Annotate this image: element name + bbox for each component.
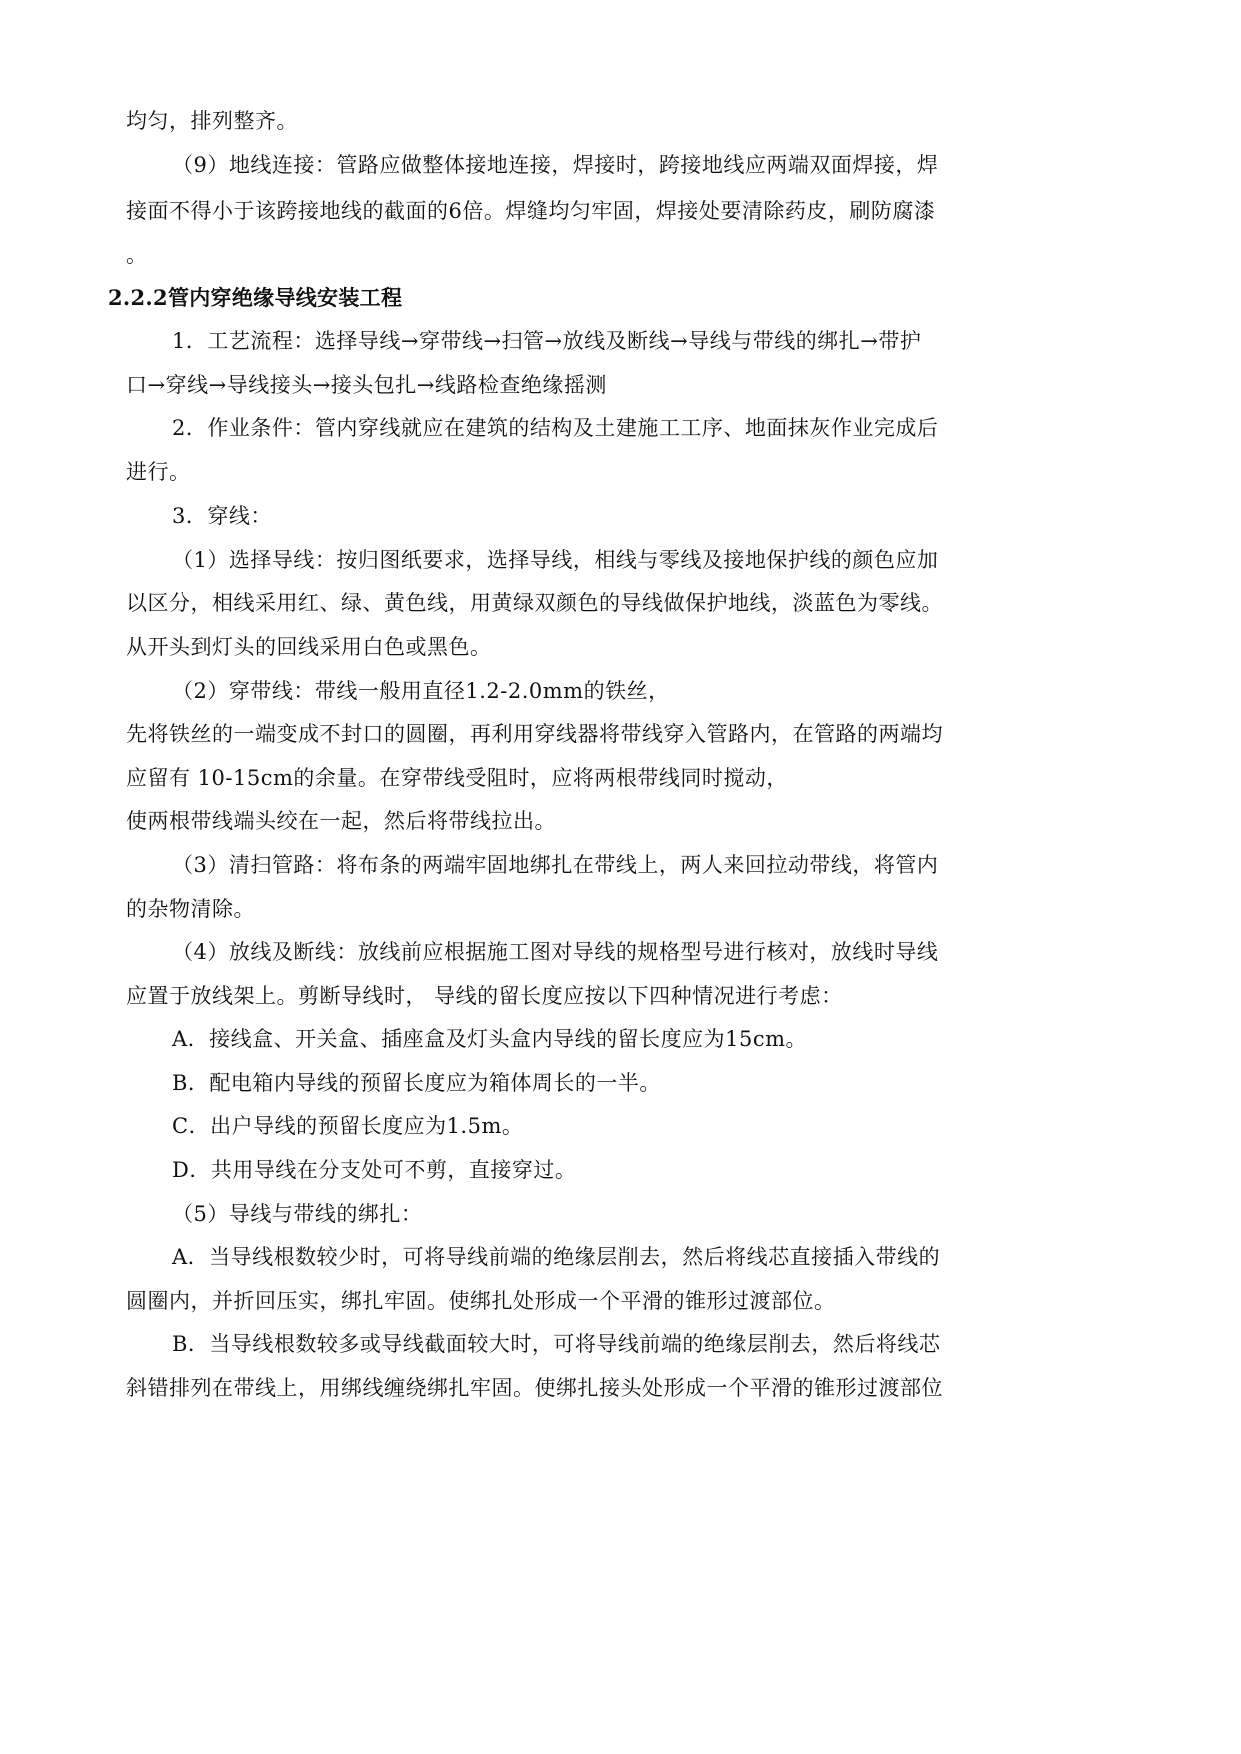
- text-line: 1．工艺流程：选择导线→穿带线→扫管→放线及断线→导线与带线的绑扎→带护: [172, 329, 922, 353]
- text-line: A．接线盒、开关盒、插座盒及灯头盒内导线的留长度应为15cm。: [172, 1027, 808, 1051]
- text-line: （5）导线与带线的绑扎：: [172, 1202, 423, 1226]
- section-heading: 2.2.2管内穿绝缘导线安装工程: [108, 285, 403, 310]
- text-line: 的杂物清除。: [126, 897, 255, 921]
- text-line: （3）清扫管路：将布条的两端牢固地绑扎在带线上，两人来回拉动带线，将管内: [172, 853, 939, 877]
- text-line: 应留有 10-15cm的余量。在穿带线受阻时，应将两根带线同时搅动，: [126, 766, 788, 790]
- text-line: 3．穿线：: [172, 504, 272, 528]
- text-line: 。: [126, 243, 148, 267]
- text-line: （1）选择导线：按归图纸要求，选择导线，相线与零线及接地保护线的颜色应加: [172, 548, 939, 572]
- text-line: C．出户导线的预留长度应为1.5m。: [172, 1114, 524, 1138]
- text-line: 进行。: [126, 460, 191, 484]
- text-line: 均匀，排列整齐。: [126, 109, 298, 133]
- text-line: 圆圈内，并折回压实，绑扎牢固。使绑扎处形成一个平滑的锥形过渡部位。: [126, 1289, 836, 1313]
- text-line: B．当导线根数较多或导线截面较大时，可将导线前端的绝缘层削去，然后将线芯: [172, 1332, 941, 1356]
- text-line: （9）地线连接：管路应做整体接地连接，焊接时，跨接地线应两端双面焊接，焊: [172, 153, 939, 177]
- text-line: 2．作业条件：管内穿线就应在建筑的结构及土建施工工序、地面抹灰作业完成后: [172, 416, 939, 440]
- text-line: 应置于放线架上。剪断导线时， 导线的留长度应按以下四种情况进行考虑：: [126, 984, 843, 1008]
- text-line: 口→穿线→导线接头→接头包扎→线路检查绝缘摇测: [126, 373, 607, 397]
- text-line: 斜错排列在带线上，用绑线缠绕绑扎牢固。使绑扎接头处形成一个平滑的锥形过渡部位: [126, 1376, 943, 1400]
- text-line: 接面不得小于该跨接地线的截面的6倍。焊缝均匀牢固，焊接处要清除药皮，刷防腐漆: [126, 199, 936, 223]
- text-line: 使两根带线端头绞在一起，然后将带线拉出。: [126, 809, 556, 833]
- text-line: （2）穿带线：带线一般用直径1.2-2.0mm的铁丝，: [172, 679, 670, 703]
- text-line: 以区分，相线采用红、绿、黄色线，用黄绿双颜色的导线做保护地线，淡蓝色为零线。: [126, 591, 943, 615]
- text-line: 先将铁丝的一端变成不封口的圆圈，再利用穿线器将带线穿入管路内，在管路的两端均: [126, 722, 943, 746]
- text-line: A．当导线根数较少时，可将导线前端的绝缘层削去，然后将线芯直接插入带线的: [172, 1245, 941, 1269]
- text-line: D．共用导线在分支处可不剪，直接穿过。: [172, 1158, 577, 1182]
- text-line: B．配电箱内导线的预留长度应为箱体周长的一半。: [172, 1071, 661, 1095]
- text-line: （4）放线及断线：放线前应根据施工图对导线的规格型号进行核对，放线时导线: [172, 940, 939, 964]
- text-line: 从开头到灯头的回线采用白色或黑色。: [126, 635, 492, 659]
